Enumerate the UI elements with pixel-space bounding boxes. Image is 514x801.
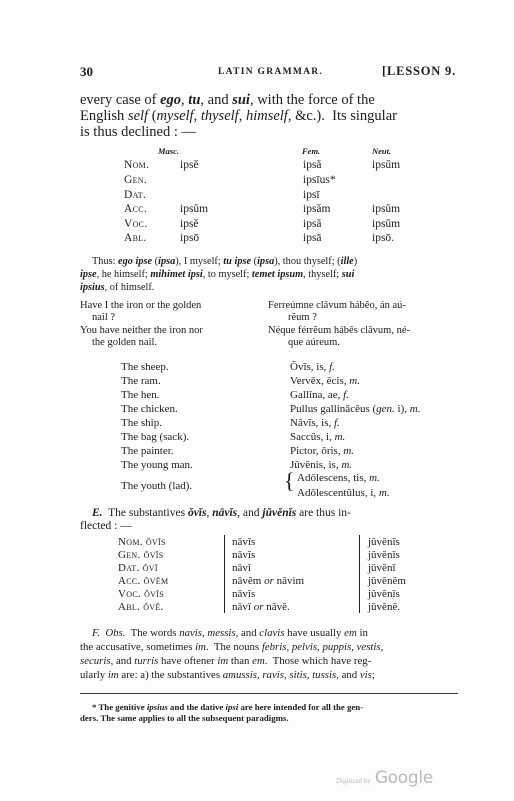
vocab-la: Adŏlescens, tis, m.	[297, 472, 380, 484]
section-e-line-2: flected : —	[80, 520, 132, 532]
footnote-line-1: * The genitive ipsius and the dative ipsi are here intended for all the gen-	[92, 702, 364, 712]
form-fem: ipsă	[303, 159, 322, 171]
section-f-line-1: F. Obs. The words navis, messis, and clavis have usually em in	[92, 627, 368, 639]
example-en-2: You have neither the iron nor	[80, 325, 203, 336]
thus-note-line-3: ipsius, of himself.	[80, 282, 155, 293]
vocab-en: The chicken.	[121, 403, 178, 415]
form-neut: ipsŭm	[372, 203, 401, 215]
form-masc: ipsĕ	[180, 159, 199, 171]
vocab-en: The ram.	[121, 375, 161, 387]
vocab-la: Nāvĭs, is, f.	[290, 417, 340, 429]
iuvenis-form: jŭvĕnĕm	[368, 575, 406, 587]
form-fem: ipsăm	[303, 203, 331, 215]
curly-brace-icon: {	[284, 468, 295, 493]
iuvenis-form: jŭvĕnĕ.	[368, 601, 401, 613]
form-neut: ipsō.	[372, 232, 395, 244]
case-label: Nom.	[124, 159, 150, 171]
footnote-rule	[80, 693, 458, 694]
form-neut: ipsŭm	[372, 218, 401, 230]
vocab-la: Pullus gallinācĕus (gen. i), m.	[290, 403, 421, 415]
case-label: Abl.	[124, 232, 147, 244]
form-masc: ipsŭm	[180, 203, 209, 215]
form-fem: ipsā	[303, 232, 322, 244]
example-la-2: Néque férrĕum hábēs clāvum, né-	[268, 325, 410, 336]
digitized-by-watermark: Digitized by Google	[336, 768, 433, 788]
section-f-line-2: the accusative, sometimes im. The nouns febris, pelvis, puppis, vestis,	[80, 641, 384, 653]
example-la-1-cont: rĕum ?	[288, 312, 317, 323]
form-fem: ipsă	[303, 218, 322, 230]
col-head-fem: Fem.	[302, 146, 321, 156]
navis-form: nāvĕm or nāvim	[232, 575, 305, 587]
lesson-label: [LESSON 9.	[382, 64, 456, 78]
vocab-en: The hen.	[121, 389, 160, 401]
navis-form: nāvī	[232, 562, 251, 574]
col-head-masc: Masc.	[158, 146, 180, 156]
intro-line-1: every case of ego, tu, and sui, with the force of the	[80, 92, 375, 108]
navis-form: nāvĭs	[232, 536, 256, 548]
vocab-en: The young man.	[121, 459, 193, 471]
section-f-line-4: ularly im are: a) the substantives amussis, ravis, sitis, tussis, and vis;	[80, 669, 375, 681]
column-divider	[359, 535, 360, 613]
section-e-line-1: E. The substantives ŏvĭs, nāvĭs, and jŭvĕnĭs are thus in-	[92, 507, 351, 519]
footnote-line-2: ders. The same applies to all the subsequent paradigms.	[80, 713, 289, 723]
vocab-en: The sheep.	[121, 361, 169, 373]
form-neut: ipsŭm	[372, 159, 401, 171]
form-fem: ipsī	[303, 189, 320, 201]
case-label: Acc.	[124, 203, 148, 215]
case-label: Gen.	[124, 174, 148, 186]
case-label: Voc. ŏvĭs	[118, 588, 164, 600]
vocab-la: Gallīna, ae, f.	[290, 389, 349, 401]
vocab-la: Saccŭs, i, m.	[290, 431, 346, 443]
vocab-en: The youth (lad).	[121, 480, 193, 492]
section-f-line-3: securis, and turris have oftener im than em. Those which have reg-	[80, 655, 372, 667]
example-en-2-cont: the golden nail.	[92, 337, 158, 348]
case-label: Voc.	[124, 218, 148, 230]
page-number: 30	[80, 64, 93, 79]
vocab-la: Adŏlescentŭlus, i, m.	[297, 487, 390, 499]
case-label: Nom. ŏvĭs	[118, 536, 166, 548]
intro-line-2: English self (myself, thyself, himself, &c.). Its singular	[80, 108, 397, 124]
col-head-neut: Neut.	[372, 146, 392, 156]
form-fem: ipsīus*	[303, 174, 336, 186]
navis-form: nāvī or nāvĕ.	[232, 601, 290, 613]
running-title: LATIN GRAMMAR.	[218, 67, 324, 77]
vocab-la: Vervēx, ēcis, m.	[290, 375, 360, 387]
thus-note-line-1: Thus: ego ipse (ipsa), I myself; tu ipse (ipsa), thou thyself; (ille)	[92, 256, 358, 267]
example-la-2-cont: que aúreum.	[288, 337, 340, 348]
vocab-la: Pictor, ōris, m.	[290, 445, 355, 457]
case-label: Dat. ŏvī	[118, 562, 158, 574]
thus-note-line-2: ipse, he himself; mihimet ipsi, to myself; temet ipsum, thyself; sui	[80, 269, 355, 280]
iuvenis-form: jŭvĕnĭs	[368, 536, 400, 548]
intro-line-3: is thus declined : —	[80, 124, 196, 140]
vocab-la: Jŭvĕnis, is, m.	[290, 459, 353, 471]
case-label: Abl. ŏvĕ.	[118, 601, 164, 613]
form-masc: ipsĕ	[180, 218, 199, 230]
navis-form: nāvĭs	[232, 549, 256, 561]
example-en-1-cont: nail ?	[92, 312, 116, 323]
vocab-en: The bag (sack).	[121, 431, 190, 443]
example-la-1: Ferreúmne clāvum hábĕo, án aú-	[268, 300, 406, 311]
case-label: Dat.	[124, 189, 147, 201]
navis-form: nāvĭs	[232, 588, 256, 600]
iuvenis-form: jŭvĕnĭs	[368, 549, 400, 561]
form-masc: ipsō	[180, 232, 200, 244]
iuvenis-form: jŭvĕnī	[368, 562, 396, 574]
case-label: Acc. ŏvĕm	[118, 575, 169, 587]
vocab-en: The painter.	[121, 445, 174, 457]
example-en-1: Have I the iron or the golden	[80, 300, 202, 311]
case-label: Gen. ŏvĭs	[118, 549, 164, 561]
vocab-en: The ship.	[121, 417, 162, 429]
column-divider	[224, 535, 225, 613]
iuvenis-form: jŭvĕnĭs	[368, 588, 400, 600]
vocab-la: Ŏvĭs, is, f.	[290, 361, 335, 373]
